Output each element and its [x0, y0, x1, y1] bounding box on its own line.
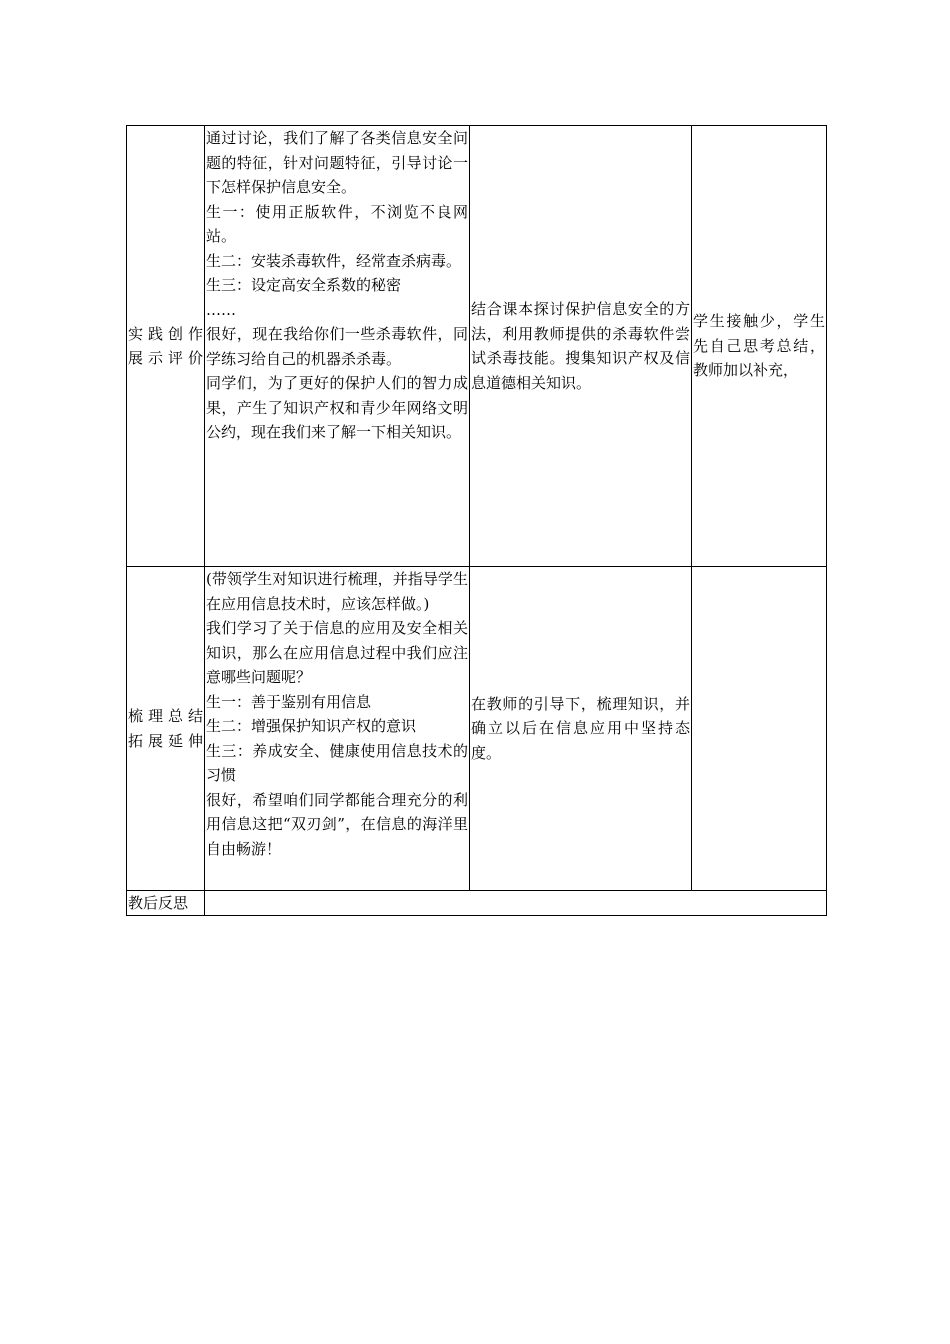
teacher-paragraph: 生三：设定高安全系数的秘密 — [206, 276, 402, 294]
phase-cell — [127, 126, 205, 567]
table-row — [127, 126, 827, 567]
table-row — [127, 891, 827, 916]
phase-label-line: 拓展延伸 — [128, 731, 203, 750]
teacher-paragraph: 生二：安装杀毒软件，经常查杀病毒。 — [206, 251, 462, 270]
teacher-activity-cell — [205, 126, 470, 567]
teacher-paragraph: 通过讨论，我们了解了各类信息安全问题的特征，针对问题特征，引导讨论一下怎样保护信息安全。 — [206, 129, 468, 196]
phase-label-line: 梳理总结 — [128, 707, 203, 725]
teacher-paragraph: 生三：养成安全、健康使用信息技术的习惯 — [206, 741, 468, 784]
teacher-paragraph: 我们学习了关于信息的应用及安全相关知识，那么在应用信息过程中我们应注意哪些问题呢？ — [206, 619, 468, 686]
teacher-paragraph: …… — [206, 300, 236, 319]
teacher-paragraph: (带领学生对知识进行梳理，并指导学生在应用信息技术时，应该怎样做。) — [206, 570, 468, 613]
lesson-plan-table — [126, 125, 827, 916]
design-paragraph: 学生接触少，学生先自己思考总结，教师加以补充， — [693, 312, 825, 380]
phase-cell — [127, 567, 205, 891]
teacher-paragraph: 很好，现在我给你们一些杀毒软件，同学练习给自己的机器杀杀毒。 — [206, 325, 468, 368]
student-paragraph: 在教师的引导下，梳理知识，并确立以后在信息应用中坚持态度。 — [471, 694, 690, 762]
teacher-paragraph: 很好，希望咱们同学都能合理充分的利用信息这把“双刃剑”，在信息的海洋里自由畅游！ — [206, 790, 468, 858]
design-intent-cell — [692, 126, 827, 567]
reflection-value-cell — [205, 891, 827, 916]
student-activity-cell — [470, 126, 692, 567]
reflection-label-cell: 教后反思 — [127, 891, 205, 916]
teacher-activity-cell — [205, 567, 470, 891]
teacher-paragraph: 生一：善于鉴别有用信息 — [206, 692, 372, 711]
teacher-paragraph: 生二：增强保护知识产权的意识 — [206, 717, 417, 735]
phase-label-line: 展示评价 — [128, 349, 203, 367]
teacher-paragraph: 同学们，为了更好的保护人们的智力成果，产生了知识产权和青少年网络文明公约，现在我们来了解一下相关知识。 — [206, 374, 468, 441]
student-activity-cell — [470, 567, 692, 891]
teacher-paragraph: 生一：使用正版软件，不浏览不良网站。 — [206, 202, 468, 245]
phase-label-line: 实践创作 — [128, 324, 203, 343]
table-row — [127, 567, 827, 891]
design-intent-cell — [692, 567, 827, 891]
student-paragraph: 结合课本探讨保护信息安全的方法，利用教师提供的杀毒软件尝试杀毒技能。搜集知识产权及信息道德相关知识。 — [471, 300, 690, 392]
